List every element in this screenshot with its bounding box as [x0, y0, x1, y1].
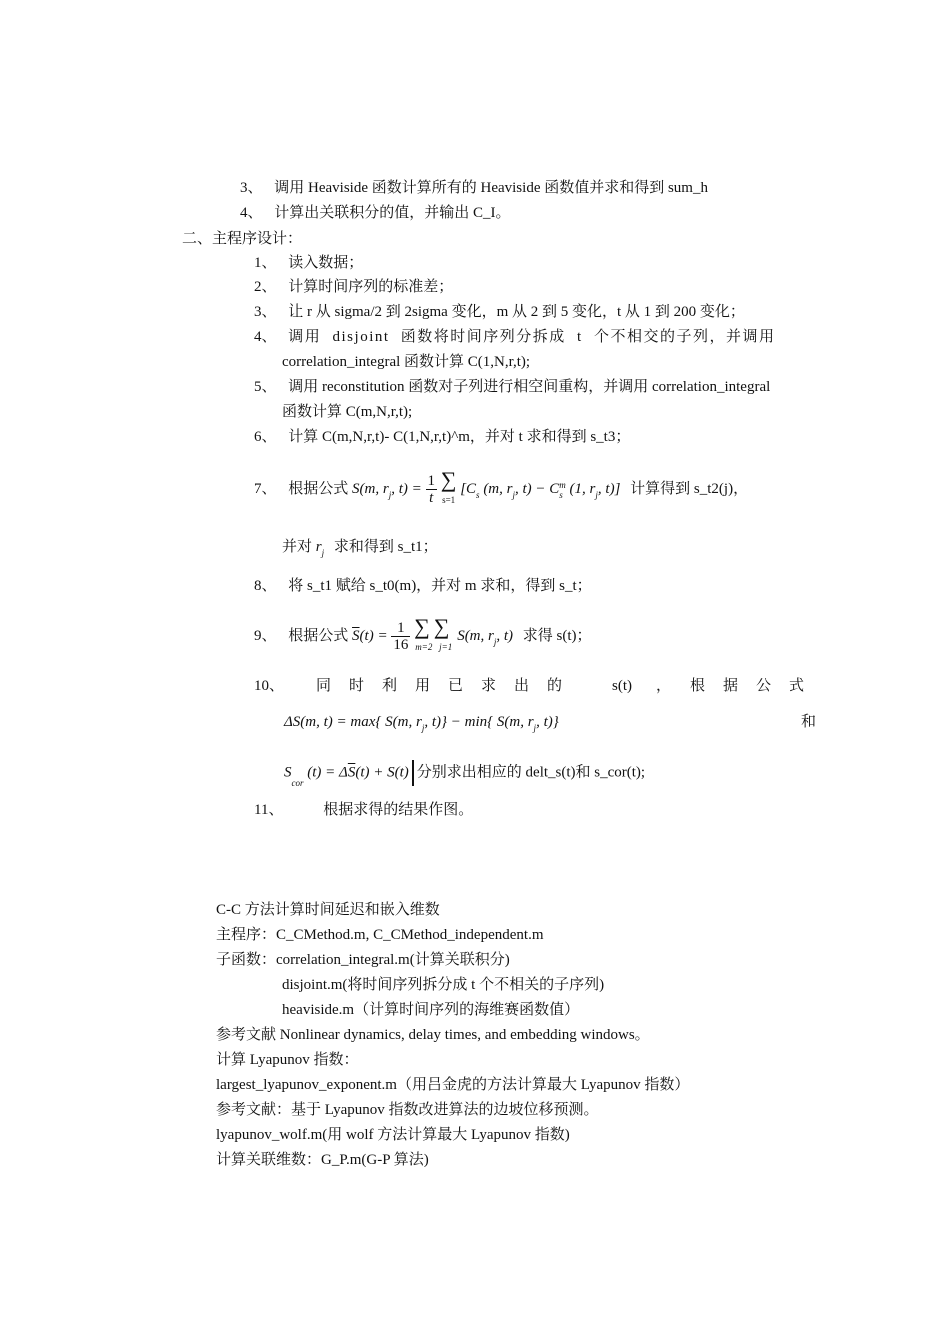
formula-lhs: S(m, r: [352, 481, 389, 497]
rhs-sub: j: [493, 637, 497, 647]
rhs-end: , t): [496, 628, 514, 644]
step-3: [254, 302, 745, 322]
fraction: [426, 473, 438, 506]
sigma-symbol: ∑∑: [414, 613, 454, 639]
r-symbol: r: [315, 539, 322, 555]
sum-index: s=1: [442, 494, 456, 505]
term2-args: (1, r: [569, 481, 596, 497]
formula-rhs: S(m, r: [457, 628, 494, 644]
r-sub: j: [321, 548, 325, 558]
sigma-symbol: ∑: [440, 466, 457, 492]
item-text: 计算出关联积分的值，并输出 C_I。: [274, 205, 511, 221]
delta-formula-line: [284, 712, 816, 733]
notes-lyapunov-title: 计算 Lyapunov 指数：: [216, 1052, 359, 1068]
step-text: 读入数据；: [288, 255, 364, 271]
notes-heaviside: heaviside.m（计算时间序列的海维赛函数值）: [282, 1002, 580, 1018]
fraction-numerator: 1: [427, 473, 436, 490]
step-10: [254, 676, 823, 696]
scor-s: $\overline{S}$: [347, 764, 356, 781]
cont-text: 并对: [282, 539, 313, 555]
step-5: [254, 377, 770, 397]
term2-scripts: [559, 480, 566, 500]
text-cursor: [412, 760, 414, 786]
scor-formula-line: [284, 760, 646, 789]
step-text: 计算时间序列的标准差；: [288, 279, 454, 295]
step-suffix: 求得 s(t)；: [522, 628, 592, 644]
delta-sub-2: j: [533, 723, 537, 733]
step-number: 4、: [254, 329, 277, 345]
notes-reference-2: 参考文献：基于 Lyapunov 指数改进算法的边坡位移预测。: [216, 1102, 599, 1118]
notes-correlation-dimension: 计算关联维数：G_P.m(G-P 算法): [216, 1152, 429, 1168]
step-number: 9、: [254, 628, 277, 644]
step-number: 1、: [254, 255, 277, 271]
step-text: 计算 C(m,N,r,t)- C(1,N,r,t)^m，并对 t 求和得到 s_t3；: [288, 429, 631, 445]
delta-sub-1: j: [421, 723, 425, 733]
step-6: [254, 427, 630, 447]
notes-disjoint: disjoint.m(将时间序列拆分成 t 个不相关的子序列): [282, 977, 605, 993]
notes-title: C-C 方法计算时间延迟和嵌入维数: [216, 902, 440, 918]
notes-main-program: 主程序：C_CMethod.m, C_CMethod_independent.m: [216, 927, 544, 943]
step-4-continued: correlation_integral 函数计算 C(1,N,r,t);: [282, 354, 531, 370]
term2-end: , t)]: [597, 481, 621, 497]
cont-text-b: 求和得到 s_t1；: [333, 539, 438, 555]
formula-lhs-end: , t) =: [391, 481, 422, 497]
term1-args: (m, r: [483, 481, 513, 497]
and-word: 和: [800, 714, 816, 730]
step-5-continued: 函数计算 C(m,N,r,t);: [282, 404, 413, 420]
step-text: 根据求得的结果作图。: [323, 802, 474, 818]
formula-lhs: $\overline{S}$: [352, 628, 360, 644]
scor-suffix: 分别求出相应的 delt_s(t)和 s_cor(t);: [416, 764, 646, 781]
step-number: 2、: [254, 279, 277, 295]
step-text: 将 s_t1 赋给 s_t0(m)，并对 m 求和，得到 s_t；: [288, 578, 592, 594]
step-1: [254, 253, 363, 273]
step-4: [254, 327, 775, 347]
notes-reference-1: 参考文献 Nonlinear dynamics, delay times, and embedding windows。: [216, 1027, 650, 1043]
scor-end: (t) + S(t): [355, 764, 409, 781]
term1: [C: [460, 481, 477, 497]
step-text: 调用 disjoint 函数将时间序列分拆成 t 个不相交的子列，并调用: [288, 329, 776, 345]
step-9: [254, 613, 592, 659]
st-label: s(t): [612, 678, 632, 694]
term1-sub: s: [476, 490, 480, 500]
item-text: 调用 Heaviside 函数计算所有的 Heaviside 函数值并求和得到 sum_h: [274, 180, 708, 196]
fraction-denominator: t: [429, 490, 434, 507]
scor-lhs: S: [284, 764, 292, 781]
step-number: 11、: [254, 802, 284, 818]
item-number: 3、: [240, 180, 263, 196]
term2-sup: m: [559, 479, 566, 490]
step-2: [254, 277, 453, 297]
step-7-continued: [282, 537, 438, 558]
step-text-b: 根据公式: [690, 678, 823, 694]
term2-sub: s: [559, 489, 563, 500]
term1-args-sub: j: [512, 490, 515, 500]
step-suffix: 计算得到 s_t2(j)，: [630, 481, 749, 497]
delta-mid: , t)} − min{ S(m, r: [424, 714, 534, 730]
fraction-denominator: 16: [393, 637, 409, 654]
scor-mid: (t) = Δ: [307, 764, 348, 781]
step-number: 10、: [254, 678, 285, 694]
item-number: 4、: [240, 205, 263, 221]
delta-end: , t)}: [536, 714, 559, 730]
notes-largest-lyapunov: largest_lyapunov_exponent.m（用吕金虎的方法计算最大 Lyapunov 指数）: [216, 1077, 690, 1093]
step-11: [254, 800, 473, 820]
formula-sub: j: [388, 490, 392, 500]
delta-lhs: ΔS(m, t) = max{ S(m, r: [284, 714, 422, 730]
step-text: 让 r 从 sigma/2 到 2sigma 变化，m 从 2 到 5 变化，t 从 1 到 200 变化；: [288, 304, 745, 320]
step-text-a: 同时利用已求出的: [316, 678, 581, 694]
double-summation: [414, 613, 454, 656]
step-text: 调用 reconstitution 函数对子列进行相空间重构，并调用 correlation_integral: [288, 379, 771, 395]
step-number: 6、: [254, 429, 277, 445]
step-number: 7、: [254, 481, 277, 497]
summation: [440, 466, 457, 509]
list-item-4-top: [240, 203, 511, 223]
step-text: 根据公式: [288, 628, 349, 644]
step-number: 5、: [254, 379, 277, 395]
list-item-3-top: [240, 178, 708, 198]
term2-args-sub: j: [595, 490, 598, 500]
comma: ，: [656, 678, 672, 694]
sum-index: m=2 j=1: [415, 641, 453, 652]
section-heading: 二、主程序设计：: [182, 231, 303, 247]
fraction-numerator: 1: [391, 620, 410, 637]
formula-lhs-end: (t) =: [359, 628, 388, 644]
step-number: 3、: [254, 304, 277, 320]
scor-sub: cor: [291, 778, 304, 789]
fraction: [391, 620, 410, 653]
notes-lyapunov-wolf: lyapunov_wolf.m(用 wolf 方法计算最大 Lyapunov 指数): [216, 1127, 570, 1143]
step-number: 8、: [254, 578, 277, 594]
step-8: [254, 576, 592, 596]
step-7: [254, 466, 748, 512]
term1-end: , t) − C: [515, 481, 560, 497]
step-text: 根据公式: [288, 481, 349, 497]
notes-subfunction: 子函数：correlation_integral.m(计算关联积分): [216, 952, 510, 968]
